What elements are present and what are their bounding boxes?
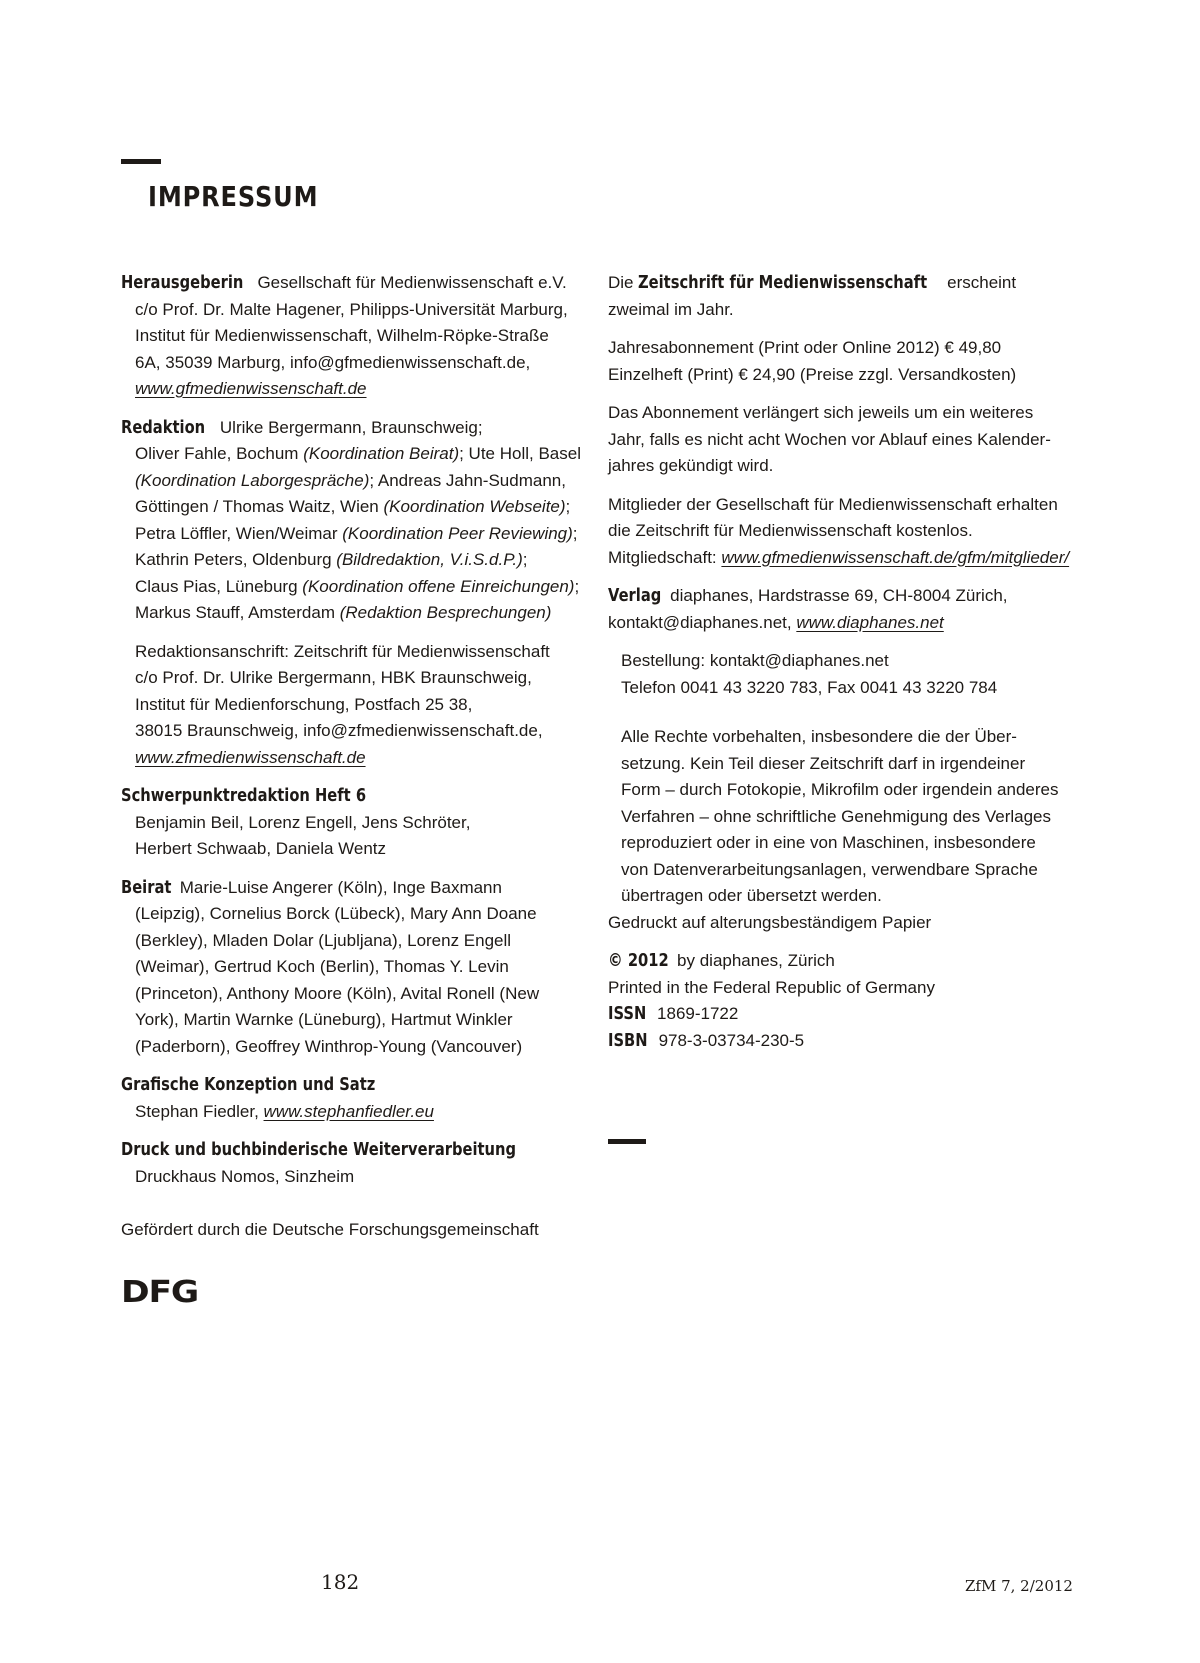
- rechte-line: von Datenverarbeitungsanlagen, verwendbare Sprache: [621, 859, 1038, 879]
- section-abonnement: [608, 400, 1088, 480]
- herausgeberin-line: 6A, 35039 Marburg, info@gfmedienwissenschaft.de,: [135, 352, 531, 372]
- right-column: [608, 270, 1088, 1054]
- issn-label: ISSN: [608, 1004, 647, 1024]
- verlag-url-link[interactable]: www.diaphanes.net: [796, 612, 944, 632]
- intro-text-end: erscheint: [942, 273, 1017, 292]
- herausgeberin-url-link[interactable]: www.gfmedienwissenschaft.de: [135, 379, 367, 398]
- anschrift-line: 38015 Braunschweig, info@zfmedienwissenschaft.de,: [135, 721, 543, 740]
- beirat-line: (Berkley), Mladen Dolar (Ljubljana), Lorenz Engell: [135, 930, 512, 950]
- anschrift-url-link[interactable]: www.zfmedienwissenschaft.de: [135, 747, 366, 767]
- left-column: [121, 270, 591, 1244]
- abo-line: Jahr, falls es nicht acht Wochen vor Ablauf eines Kalender-: [608, 429, 1051, 449]
- druck-label: Druck und buchbinderische Weiterverarbeitung: [121, 1140, 517, 1160]
- section-preise: [608, 335, 1088, 388]
- anschrift-line: Institut für Medienforschung, Postfach 25 38,: [135, 694, 473, 714]
- issn-value: 1869-1722: [657, 1004, 739, 1023]
- page-title: IMPRESSUM: [148, 180, 319, 213]
- foerderung-text: Gefördert durch die Deutsche Forschungsgemeinschaft: [121, 1220, 539, 1239]
- grafik-url-link[interactable]: www.stephanfiedler.eu: [263, 1101, 434, 1121]
- section-redaktionsanschrift: [121, 639, 591, 772]
- copyright-text: by diaphanes, Zürich: [672, 951, 835, 970]
- grafik-label: Grafische Konzeption und Satz: [121, 1075, 376, 1095]
- mitglieder-line: die Zeitschrift für Medienwissenschaft kostenlos.: [608, 521, 973, 540]
- bestellung-line: Bestellung: kontakt@diaphanes.net: [621, 651, 889, 670]
- section-druck: [121, 1137, 591, 1190]
- herausgeberin-line: c/o Prof. Dr. Malte Hagener, Philipps-Universität Marburg,: [135, 299, 568, 319]
- herausgeberin-line: Institut für Medienwissenschaft, Wilhelm-Röpke-Straße: [135, 326, 549, 345]
- beirat-label: Beirat: [121, 877, 172, 898]
- rechte-line: übertragen oder übersetzt werden.: [621, 886, 882, 905]
- rechte-line: Form – durch Fotokopie, Mikrofilm oder irgendein anderes: [621, 780, 1059, 799]
- section-rechte: [608, 724, 1088, 910]
- beirat-line: York), Martin Warnke (Lüneburg), Hartmut Winkler: [135, 1010, 513, 1029]
- rechte-line: setzung. Kein Teil dieser Zeitschrift darf in irgendeiner: [621, 753, 1026, 773]
- beirat-line: (Leipzig), Cornelius Borck (Lübeck), Mary Ann Doane: [135, 904, 537, 923]
- intro-text: Die: [608, 273, 639, 292]
- end-rule: [608, 1139, 646, 1144]
- beirat-line: (Princeton), Anthony Moore (Köln), Avital Ronell (New: [135, 983, 540, 1003]
- rechte-line: Verfahren – ohne schriftliche Genehmigung des Verlages: [621, 806, 1051, 826]
- verlag-label: Verlag: [608, 586, 662, 606]
- mitgliedschaft-url-link[interactable]: www.gfmedienwissenschaft.de/gfm/mitglieder/: [721, 547, 1070, 567]
- page-number: 182: [321, 1570, 360, 1594]
- isbn-label: ISBN: [608, 1030, 648, 1051]
- section-schwerpunkt: [121, 783, 591, 863]
- printed-text: Printed in the Federal Republic of Germany: [608, 977, 935, 997]
- schwerpunkt-label: Schwerpunktredaktion Heft 6: [121, 786, 367, 806]
- journal-issue: ZfM 7, 2/2012: [965, 1577, 1073, 1595]
- redaktion-line: Kathrin Peters, Oldenburg (Bildredaktion, V.i.S.d.P.);: [135, 550, 528, 569]
- copyright-year: © 2012: [608, 951, 669, 971]
- section-herausgeberin: [121, 270, 591, 403]
- verlag-email: kontakt@diaphanes.net,: [608, 612, 797, 632]
- preise-line: Jahresabonnement (Print oder Online 2012) € 49,80: [608, 338, 1002, 357]
- section-bestellung: [608, 648, 1088, 701]
- beirat-line: (Weimar), Gertrud Koch (Berlin), Thomas Y. Levin: [135, 957, 509, 976]
- section-copyright: [608, 948, 1088, 1001]
- journal-name: Zeitschrift für Medienwissenschaft: [638, 273, 928, 293]
- abo-line: Das Abonnement verlängert sich jeweils um ein weiteres: [608, 403, 1034, 422]
- anschrift-line: c/o Prof. Dr. Ulrike Bergermann, HBK Braunschweig,: [135, 668, 532, 687]
- dfg-logo: DFG: [121, 1275, 199, 1310]
- beirat-first: Marie-Luise Angerer (Köln), Inge Baxmann: [179, 877, 502, 897]
- beirat-line: (Paderborn), Geoffrey Winthrop-Young (Vancouver): [135, 1036, 523, 1056]
- redaktion-line: Göttingen / Thomas Waitz, Wien (Koordination Webseite);: [135, 497, 571, 516]
- title-rule: [121, 159, 161, 164]
- section-grafik: [121, 1072, 591, 1125]
- redaktion-line: Markus Stauff, Amsterdam (Redaktion Besprechungen): [135, 603, 552, 622]
- bestellung-line: Telefon 0041 43 3220 783, Fax 0041 43 3220 784: [621, 677, 998, 697]
- redaktion-line: (Koordination Laborgespräche); Andreas Jahn-Sudmann,: [135, 470, 566, 490]
- rechte-line: reproduziert oder in eine von Maschinen, insbesondere: [621, 833, 1036, 852]
- section-erscheinung: [608, 270, 1088, 323]
- herausgeberin-label: Herausgeberin: [121, 273, 244, 293]
- redaktion-line: Claus Pias, Lüneburg (Koordination offene Einreichungen);: [135, 576, 580, 596]
- abo-line: jahres gekündigt wird.: [608, 456, 774, 475]
- druck-text: Druckhaus Nomos, Sinzheim: [135, 1166, 355, 1186]
- intro-line: zweimal im Jahr.: [608, 299, 734, 319]
- papier-text: Gedruckt auf alterungsbeständigem Papier: [608, 912, 932, 932]
- redaktion-label: Redaktion: [121, 417, 206, 438]
- preise-line: Einzelheft (Print) € 24,90 (Preise zzgl. Versandkosten): [608, 364, 1017, 384]
- section-redaktion: [121, 415, 591, 627]
- verlag-first: diaphanes, Hardstrasse 69, CH-8004 Zürich,: [670, 586, 1008, 605]
- grafik-text: Stephan Fiedler,: [135, 1101, 264, 1121]
- section-mitglieder: [608, 492, 1088, 572]
- mitgliedschaft-label: Mitgliedschaft:: [608, 547, 722, 567]
- isbn-value: 978-3-03734-230-5: [658, 1030, 805, 1050]
- anschrift-line: Redaktionsanschrift: Zeitschrift für Medienwissenschaft: [135, 641, 550, 661]
- herausgeberin-first: Gesellschaft für Medienwissenschaft e.V.: [257, 273, 567, 292]
- section-beirat: [121, 875, 591, 1061]
- redaktion-line: Oliver Fahle, Bochum (Koordination Beirat); Ute Holl, Basel: [135, 444, 581, 463]
- rechte-line: Alle Rechte vorbehalten, insbesondere die der Über-: [621, 727, 1017, 746]
- schwerpunkt-line: Herbert Schwaab, Daniela Wentz: [135, 839, 387, 858]
- section-verlag: [608, 583, 1088, 636]
- mitglieder-line: Mitglieder der Gesellschaft für Medienwissenschaft erhalten: [608, 494, 1058, 514]
- redaktion-line: Petra Löffler, Wien/Weimar (Koordination Peer Reviewing);: [135, 523, 578, 543]
- redaktion-first: Ulrike Bergermann, Braunschweig;: [219, 417, 483, 437]
- schwerpunkt-line: Benjamin Beil, Lorenz Engell, Jens Schröter,: [135, 812, 471, 832]
